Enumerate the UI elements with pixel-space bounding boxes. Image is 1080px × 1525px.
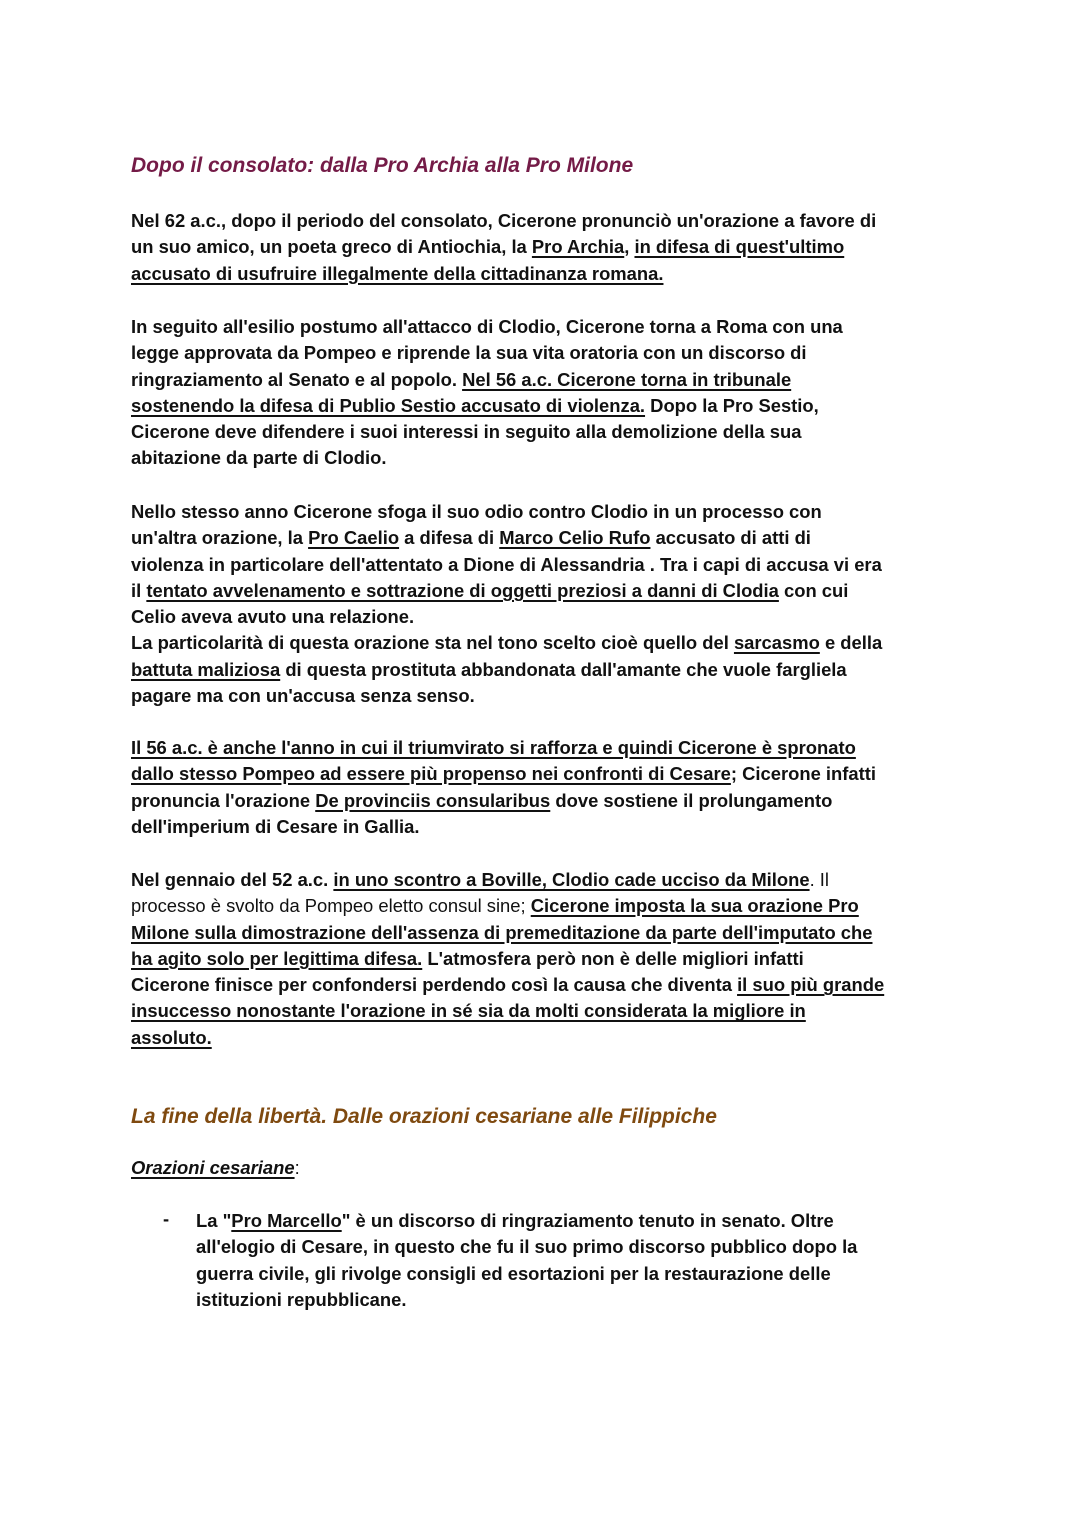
paragraph xyxy=(131,208,876,287)
text-line xyxy=(131,788,876,814)
text-line xyxy=(131,604,882,630)
text-segment: processo è svolto da Pompeo eletto consul sine; xyxy=(131,895,531,917)
underlined-text: tentato avvelenamento e sottrazione di oggetti preziosi a danni di Clodia xyxy=(146,579,779,601)
text-segment: pronuncia l'orazione xyxy=(131,789,316,811)
text-line xyxy=(131,761,876,787)
paragraph xyxy=(131,499,882,709)
underlined-text: insuccesso nonostante l'orazione in sé sia da molti considerata la migliore in xyxy=(131,1000,806,1022)
text-segment: Nel 62 a.c., dopo il periodo del consolato, Cicerone pronunciò un'orazione a favore di xyxy=(131,210,877,231)
underlined-text: Nel 56 a.c. Cicerone torna in tribunale xyxy=(462,368,792,390)
text-segment: Cicerone finisce per confondersi perdendo così la causa che diventa xyxy=(131,974,738,996)
underlined-text: ha agito solo per legittima difesa. xyxy=(131,947,423,969)
text-segment: istituzioni repubblicane. xyxy=(196,1288,407,1310)
underlined-text: assoluto. xyxy=(131,1026,212,1048)
underlined-text: De provinciis consularibus xyxy=(315,789,551,811)
subheading xyxy=(131,1157,300,1179)
underlined-text: accusato di usufruire illegalmente della cittadinanza romana. xyxy=(131,262,664,284)
text-segment: un'altra orazione, la xyxy=(131,527,309,549)
subheading-colon: : xyxy=(294,1157,300,1178)
text-segment: accusato di atti di xyxy=(650,527,811,549)
underlined-text: sostenendo la difesa di Publio Sestio accusato di violenza. xyxy=(131,394,646,416)
underlined-text: Pro Marcello xyxy=(231,1210,342,1231)
text-segment: guerra civile, gli rivolge consigli ed esortazioni per la restaurazione delle xyxy=(196,1262,831,1284)
text-segment: ; Cicerone infatti xyxy=(730,763,876,785)
text-line xyxy=(131,419,843,445)
text-segment: Nello stesso anno Cicerone sfoga il suo odio contro Clodio in un processo con xyxy=(131,501,822,522)
underlined-text: Milone sulla dimostrazione dell'assenza di premeditazione da parte dell'imputato che xyxy=(131,921,873,943)
bullet-item xyxy=(196,1208,857,1313)
underlined-text: battuta maliziosa xyxy=(131,658,281,680)
text-segment: La " xyxy=(196,1210,232,1231)
text-line xyxy=(131,814,876,840)
text-line xyxy=(131,525,882,551)
text-line xyxy=(131,261,876,287)
underlined-text: Il 56 a.c. è anche l'anno in cui il triumvirato si rafforza e quindi Cicerone è spronato xyxy=(131,737,856,758)
text-line xyxy=(131,499,882,525)
text-segment: abitazione da parte di Clodio. xyxy=(131,447,387,469)
text-segment: , xyxy=(624,236,635,258)
text-line xyxy=(196,1261,857,1287)
paragraph xyxy=(131,314,843,472)
section-heading-fine-della-liberta: La fine della libertà. Dalle orazioni cesariane alle Filippiche xyxy=(131,1105,717,1128)
underlined-text: Pro Caelio xyxy=(308,527,400,549)
underlined-text: il suo più grande xyxy=(737,974,885,996)
text-line xyxy=(131,314,843,340)
text-line xyxy=(131,552,882,578)
text-line xyxy=(131,234,876,260)
text-segment: un suo amico, un poeta greco di Antiochia, la xyxy=(131,236,532,258)
underlined-text: in difesa di quest'ultimo xyxy=(634,236,845,258)
underlined-text: Marco Celio Rufo xyxy=(499,527,651,549)
section-heading-pro-archia-pro-milone: Dopo il consolato: dalla Pro Archia alla Pro Milone xyxy=(131,154,634,177)
text-segment: legge approvata da Pompeo e riprende la sua vita oratoria con un discorso di xyxy=(131,342,807,364)
text-line xyxy=(131,208,876,234)
text-segment: In seguito all'esilio postumo all'attacco di Clodio, Cicerone torna a Roma con una xyxy=(131,316,843,337)
text-line xyxy=(131,683,882,709)
text-line xyxy=(196,1208,857,1234)
text-segment: dove sostiene il prolungamento xyxy=(550,789,833,811)
bullet-marker: - xyxy=(163,1208,170,1229)
text-segment: La particolarità di questa orazione sta nel tono scelto cioè quello del xyxy=(131,632,734,654)
text-line xyxy=(131,735,876,761)
text-segment: Dopo la Pro Sestio, xyxy=(645,394,819,416)
text-segment: e della xyxy=(819,632,883,654)
text-segment: all'elogio di Cesare, in questo che fu il suo primo discorso pubblico dopo la xyxy=(196,1236,858,1258)
underlined-text: in uno scontro a Boville, Clodio cade ucciso da Milone xyxy=(333,869,810,890)
text-line xyxy=(196,1234,857,1260)
text-line xyxy=(131,630,882,656)
underlined-text: dallo stesso Pompeo ad essere più propenso nei confronti di Cesare xyxy=(131,763,731,785)
text-segment: con cui xyxy=(778,579,849,601)
text-line xyxy=(131,893,884,919)
text-segment: Nel gennaio del 52 a.c. xyxy=(131,869,334,890)
text-line xyxy=(131,340,843,366)
text-line xyxy=(131,367,843,393)
text-segment: " è un discorso di ringraziamento tenuto in senato. Oltre xyxy=(341,1210,834,1231)
text-line xyxy=(131,972,884,998)
text-segment: violenza in particolare dell'attentato a Dione di Alessandria . Tra i capi di accusa vi era xyxy=(131,553,882,575)
text-line xyxy=(131,445,843,471)
underlined-text: sarcasmo xyxy=(733,632,820,654)
text-segment: il xyxy=(131,579,147,601)
text-segment: . Il xyxy=(809,869,829,890)
text-line xyxy=(131,1025,884,1051)
text-line xyxy=(131,920,884,946)
text-segment: a difesa di xyxy=(399,527,500,549)
text-line xyxy=(131,998,884,1024)
paragraph xyxy=(131,867,884,1051)
underlined-text: Pro Archia xyxy=(531,236,625,258)
text-segment: dell'imperium di Cesare in Gallia. xyxy=(131,815,420,837)
text-segment: Cicerone deve difendere i suoi interessi in seguito alla demolizione della sua xyxy=(131,421,802,443)
text-line xyxy=(131,657,882,683)
text-segment: di questa prostituta abbandonata dall'amante che vuole fargliela xyxy=(280,658,847,680)
text-segment: ringraziamento al Senato e al popolo. xyxy=(131,368,463,390)
text-segment: Celio aveva avuto una relazione. xyxy=(131,606,415,628)
text-line xyxy=(131,578,882,604)
text-line xyxy=(196,1287,857,1313)
text-line xyxy=(131,946,884,972)
underlined-text: Cicerone imposta la sua orazione Pro xyxy=(530,895,859,917)
text-line xyxy=(131,867,884,893)
text-line xyxy=(131,393,843,419)
text-segment: L'atmosfera però non è delle migliori infatti xyxy=(422,947,804,969)
subheading-text: Orazioni cesariane xyxy=(131,1157,295,1178)
paragraph xyxy=(131,735,876,840)
text-segment: pagare ma con un'accusa senza senso. xyxy=(131,685,475,707)
